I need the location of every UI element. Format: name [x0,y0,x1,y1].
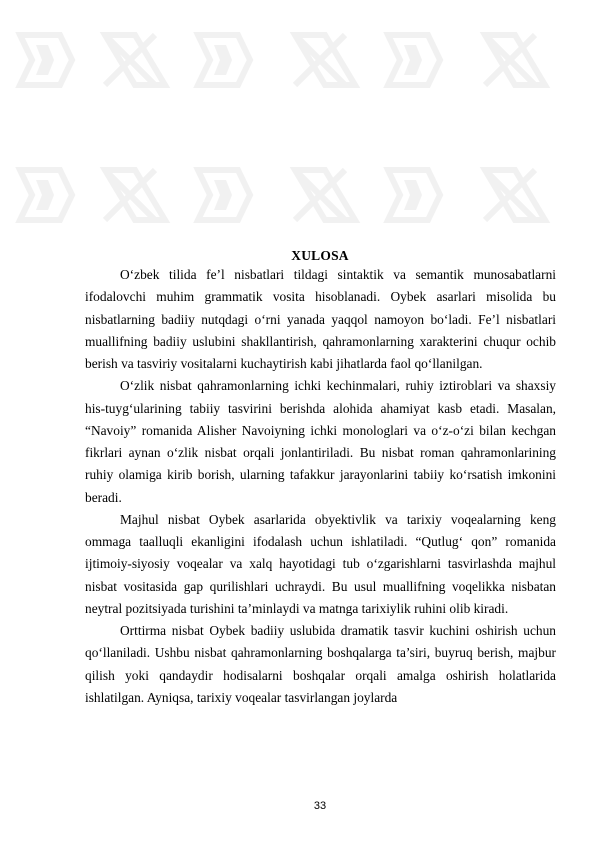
paragraph-3: Majhul nisbat Oybek asarlarida obyektivlik va tarixiy voqealarning keng ommaga taalluqli ekanligini ifodalash uchun ishlatiladi. “Qutlug‘ qon” romanida ijtimoiy-siyosiy voqealar va xalq hayotidagi tub o‘zgarishlarni tasvirlashda majhul nisbat vositasida gap qurilishlari uchraydi. Bu usul muallifning voqelikka nisbatan neytral pozitsiyada turishini ta’minlaydi va matnga tarixiylik ruhini olib kiradi. [85,511,556,616]
paragraph-4: Orttirma nisbat Oybek badiiy uslubida dramatik tasvir kuchini oshirish uchun qo‘llaniladi. Ushbu nisbat qahramonlarning boshqalarga ta’siri, buyruq berish, majbur qilish yoki qandaydir hodisalarni boshqalar orqali amalga oshirish holatlarida ishlatilgan. Ayniqsa, tarixiy voqealar tasvirlangan joylarda [85,623,556,705]
watermark-row-1 [20,35,545,85]
body-text [85,264,556,709]
watermark-row-2 [20,170,545,220]
page-title: XULOSA [291,248,349,263]
paragraph-1: O‘zbek tilida fe’l nisbatlari tildagi sintaktik va semantik munosabatlarni ifodalovchi muhim grammatik vosita hisoblanadi. Oybek asarlari misolida bu nisbatlarning badiiy nutqdagi o‘rni yanada yaqqol namoyon bo‘ladi. Fe’l nisbatlari muallifning badiiy uslubini shakllantirish, qahramonlarning xarakterini chuqur ochib berish va tasviriy vositalarni kuchaytirish kabi jihatlarda faol qo‘llanilgan. [85,267,556,371]
paragraph-2: O‘zlik nisbat qahramonlarning ichki kechinmalari, ruhiy iztiroblari va shaxsiy his-tuyg‘ularining tabiiy tasvirini berishda alohida ahamiyat kasb etadi. Masalan, “Navoiy” romanida Alisher Navoiyning ichki monologlari va o‘z-o‘zi bilan kechgan fikrlari aynan o‘zlik nisbat orqali jonlantiriladi. Bu nisbat roman qahramonlarining ruhiy olamiga kirib borish, ularning tafakkur jarayonlarini tabiiy ko‘rsatish imkonini beradi. [85,378,556,505]
page-number: 33 [313,800,327,812]
